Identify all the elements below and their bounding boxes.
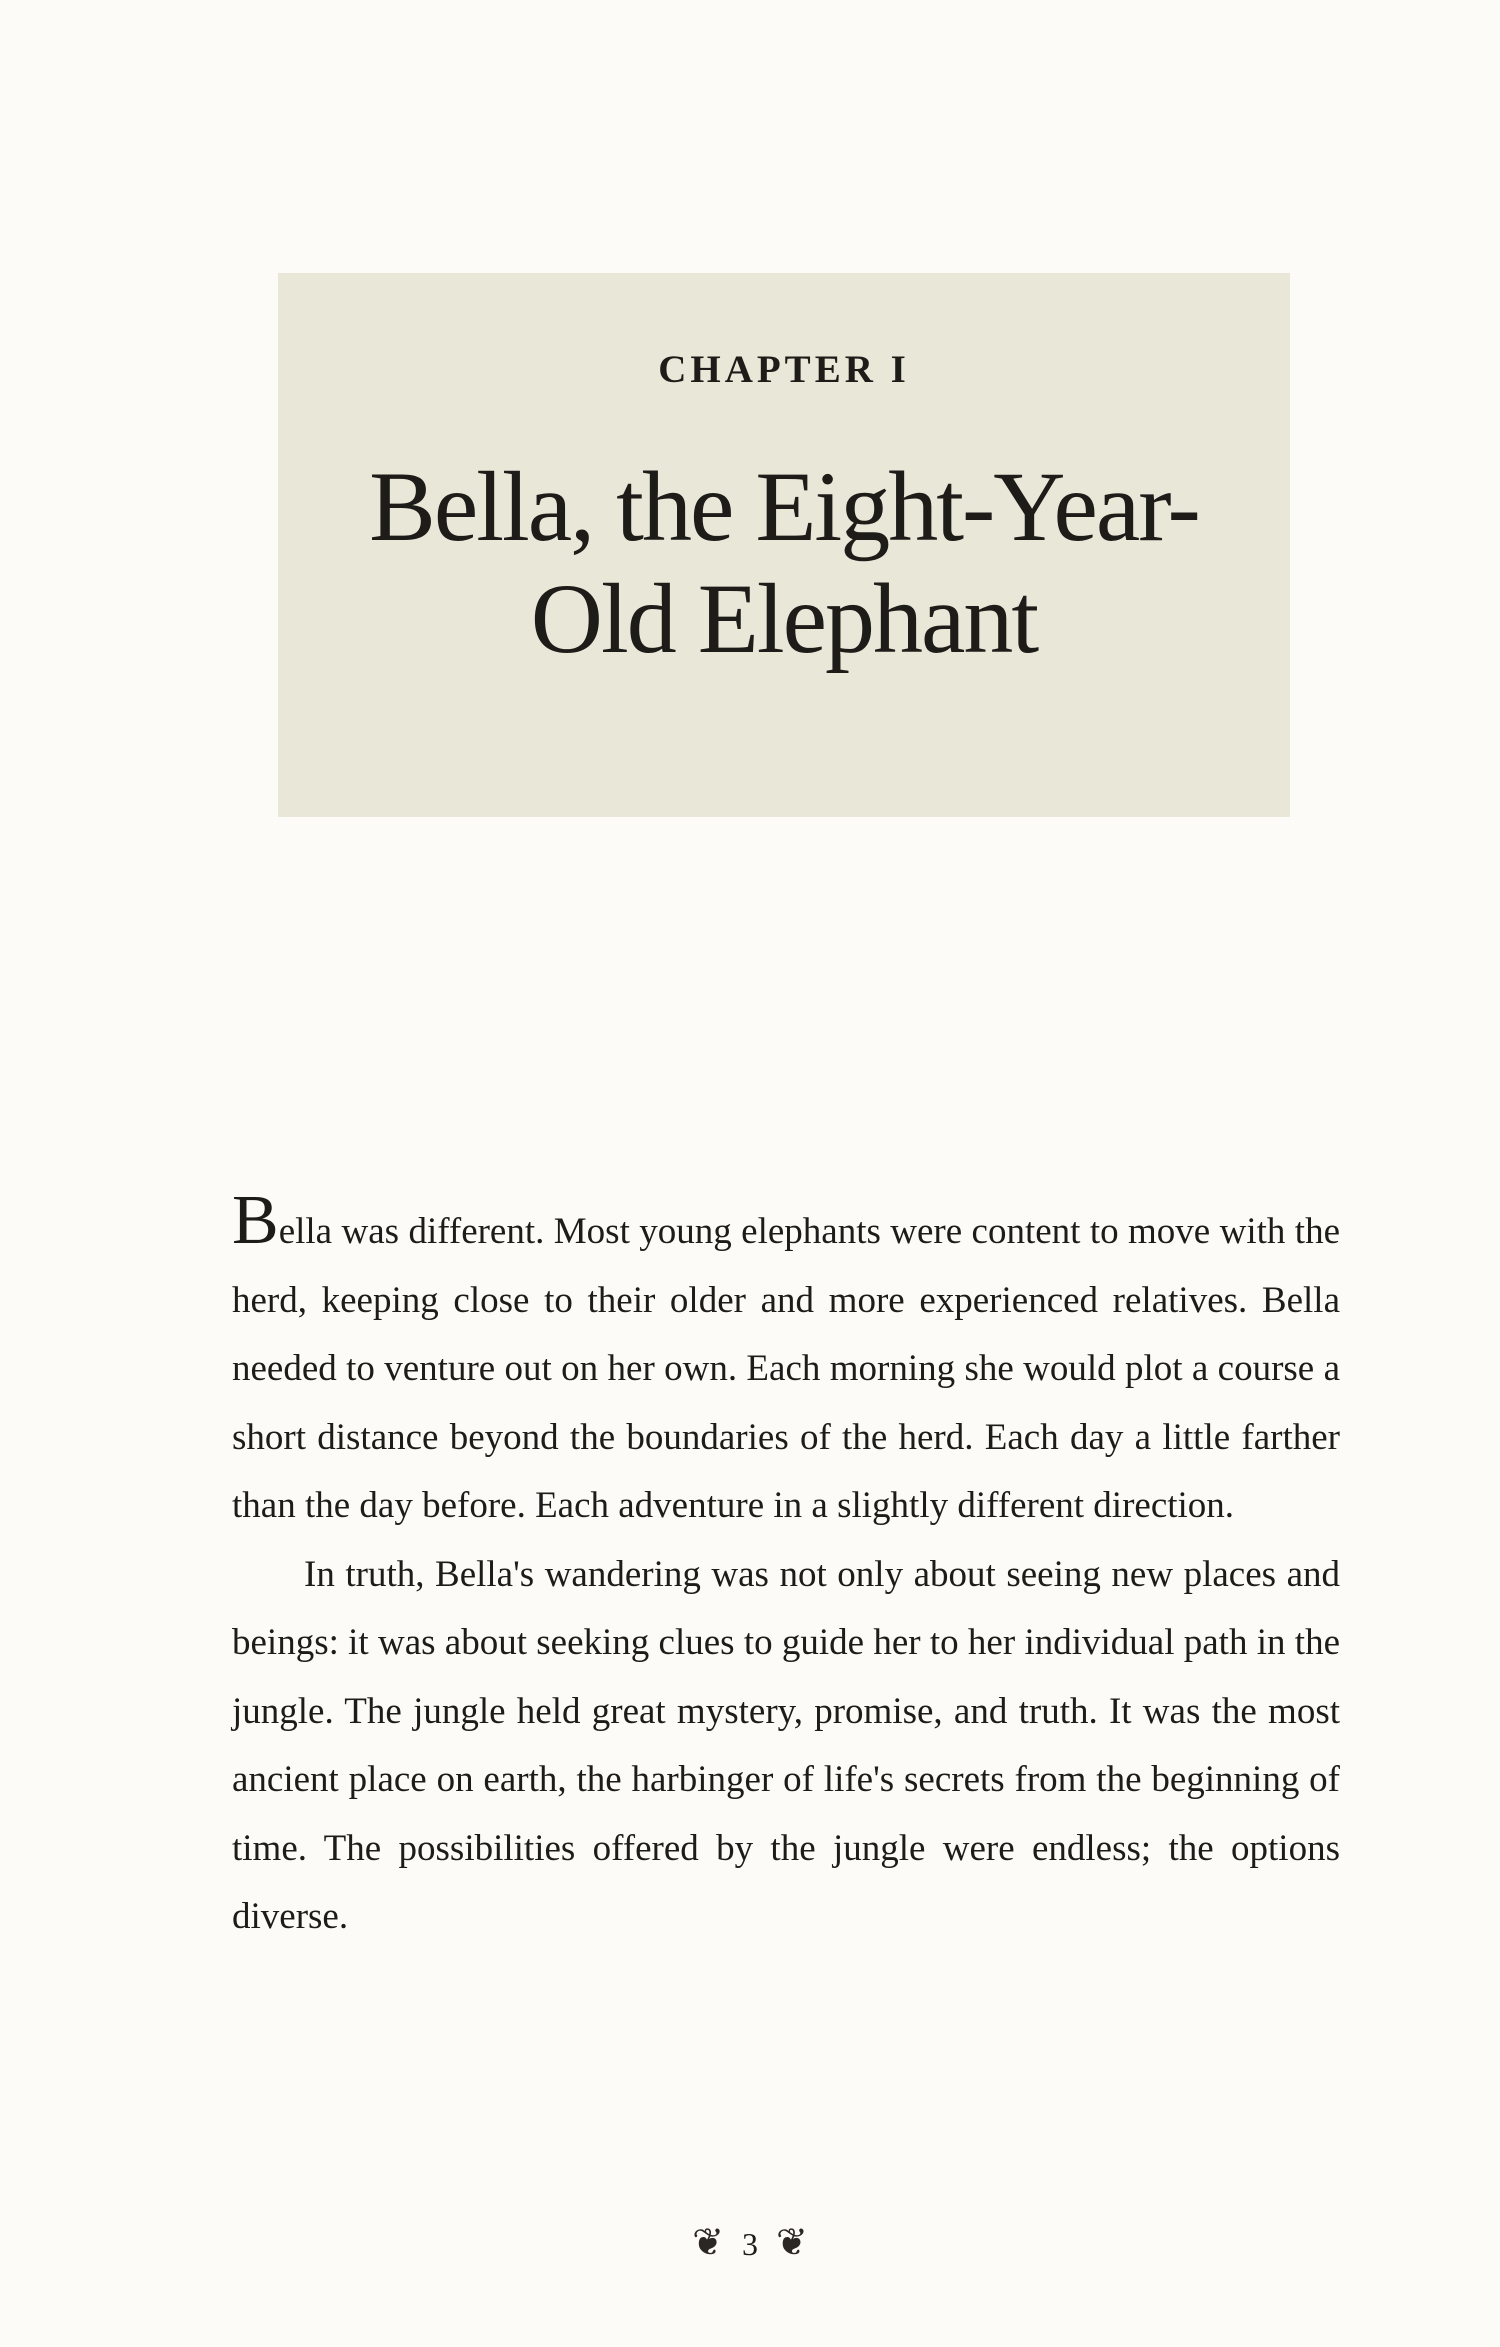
chapter-label: CHAPTER I bbox=[658, 348, 910, 391]
paragraph-1-text: ella was different. Most young elephants were content to move with the herd, keeping close to their older and more experienced relatives. Bella needed to venture out on her own. Each morning she would plot a course a short distance beyond the boundaries of the herd. Each day a little farther than the day before. Each adventure in a slightly different direction. bbox=[232, 1211, 1340, 1526]
drop-cap: B bbox=[232, 1182, 279, 1259]
chapter-title-line-1: Bella, the Eight-Year- bbox=[369, 451, 1199, 562]
chapter-title-line-2: Old Elephant bbox=[530, 563, 1038, 674]
page-footer bbox=[0, 2220, 1500, 2265]
ornament-right-icon: ❦ bbox=[776, 2222, 808, 2264]
chapter-heading-box bbox=[278, 273, 1290, 817]
paragraph-1 bbox=[232, 1182, 1340, 1541]
chapter-title bbox=[278, 451, 1290, 675]
body-text bbox=[232, 1182, 1340, 1952]
page-number: 3 bbox=[742, 2226, 758, 2262]
ornament-left-icon: ❦ bbox=[692, 2222, 724, 2264]
paragraph-2: In truth, Bella's wandering was not only about seeing new places and beings: it was about seeking clues to guide her to her individual path in the jungle. The jungle held great mystery, promise, and truth. It was the most ancient place on earth, the harbinger of life's secrets from the beginning of time. The possibilities offered by the jungle were endless; the options diverse. bbox=[232, 1553, 1340, 1937]
